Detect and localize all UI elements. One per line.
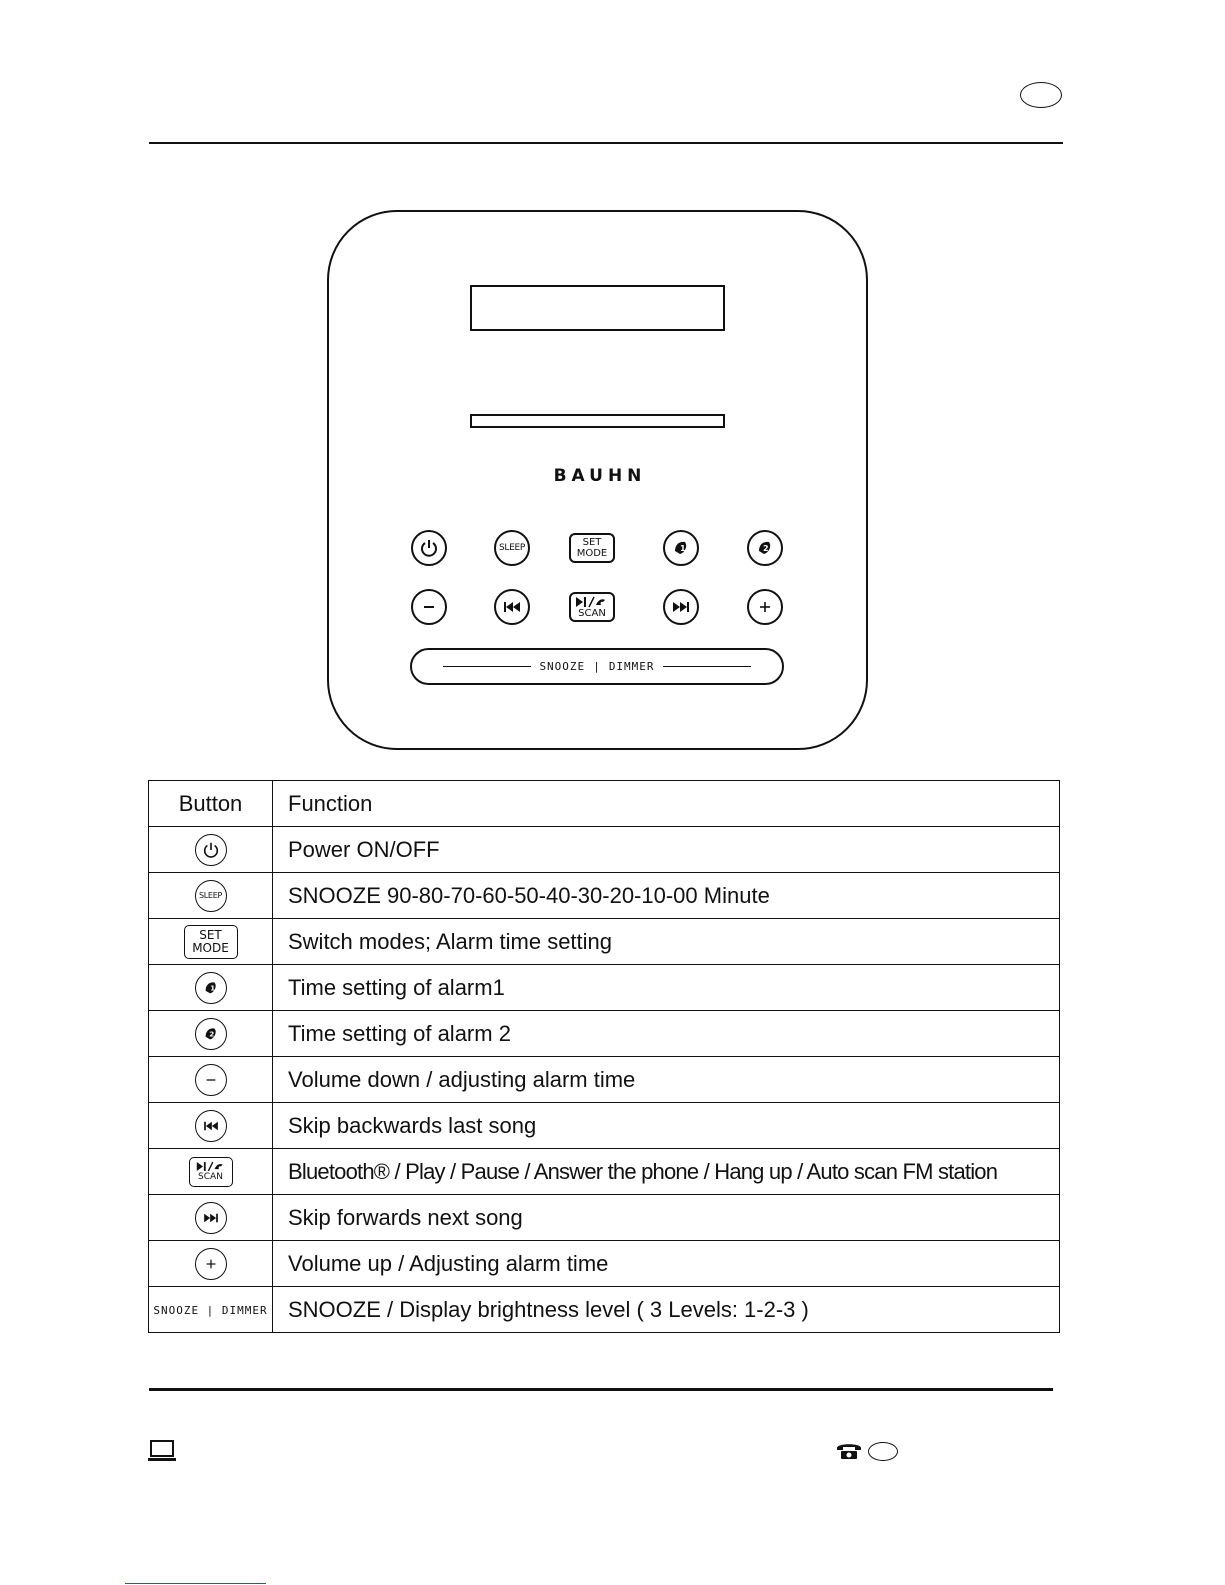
device-skip-back-button [494, 589, 530, 625]
laptop-icon [147, 1439, 177, 1470]
header-button: Button [149, 781, 273, 827]
table-row [149, 965, 1060, 1011]
alarm1-icon [671, 538, 691, 558]
function-text: Bluetooth® / Play / Pause / Answer the phone / Hang up / Auto scan FM station [273, 1149, 1060, 1195]
top-divider [149, 142, 1063, 144]
table-row [149, 1195, 1060, 1241]
svg-text:1: 1 [209, 983, 215, 993]
alarm2-button-icon [195, 1018, 227, 1050]
table-row [149, 1241, 1060, 1287]
header-function: Function [273, 781, 1060, 827]
pill-separator: | [593, 660, 601, 673]
svg-text:2: 2 [763, 544, 769, 553]
device-light-bar [470, 414, 725, 428]
pill-line-left [443, 666, 531, 667]
device-set-mode-button [569, 533, 615, 563]
function-text: SNOOZE 90-80-70-60-50-40-30-20-10-00 Minute [273, 873, 1060, 919]
table-row [149, 1149, 1060, 1195]
button-function-table [148, 780, 1060, 1333]
set-label: SET [582, 537, 602, 548]
skip-back-button-icon [195, 1110, 227, 1142]
table-row [149, 1103, 1060, 1149]
device-sleep-button [494, 530, 530, 566]
function-text: Volume up / Adjusting alarm time [273, 1241, 1060, 1287]
device-play-scan-button [569, 592, 615, 622]
function-text: Volume down / adjusting alarm time [273, 1057, 1060, 1103]
language-badge [1020, 82, 1062, 108]
table-row [149, 873, 1060, 919]
plus-button-icon [195, 1248, 227, 1280]
table-row [149, 827, 1060, 873]
country-badge [868, 1442, 898, 1461]
scan-label: SCAN [578, 607, 606, 619]
pill-line-right [663, 666, 751, 667]
alarm1-icon [202, 979, 220, 997]
minus-button-icon [195, 1064, 227, 1096]
svg-text:1: 1 [680, 544, 686, 553]
snooze-label: SNOOZE [539, 660, 586, 673]
brand-logo: BAUHN [553, 466, 647, 486]
alarm1-button-icon [195, 972, 227, 1004]
function-text: Power ON/OFF [273, 827, 1060, 873]
device-plus-button [747, 589, 783, 625]
sleep-label: SLEEP [199, 891, 222, 900]
function-text: Switch modes; Alarm time setting [273, 919, 1060, 965]
skip-back-icon [503, 600, 521, 614]
skip-back-icon [203, 1120, 219, 1132]
dimmer-label: DIMMER [608, 660, 655, 673]
svg-text:2: 2 [208, 1029, 214, 1039]
device-snooze-dimmer-bar [410, 648, 784, 685]
table-row [149, 1057, 1060, 1103]
function-text: SNOOZE / Display brightness level ( 3 Levels: 1-2-3 ) [273, 1287, 1060, 1333]
scan-label: SCAN [198, 1172, 223, 1182]
phone-icon [836, 1442, 862, 1465]
device-display [470, 285, 725, 331]
sleep-button-icon [195, 880, 227, 912]
device-skip-forward-button [663, 589, 699, 625]
device-alarm2-button [747, 530, 783, 566]
sleep-label: SLEEP [498, 543, 526, 553]
hyperlink-underline [125, 1583, 266, 1584]
device-alarm1-button [663, 530, 699, 566]
play-pause-phone-icon [195, 1161, 227, 1172]
power-icon [202, 841, 220, 859]
function-text: Skip backwards last song [273, 1103, 1060, 1149]
power-icon [419, 538, 439, 558]
function-text: Time setting of alarm1 [273, 965, 1060, 1011]
function-text: Skip forwards next song [273, 1195, 1060, 1241]
mode-label: MODE [576, 548, 608, 559]
plus-icon [204, 1257, 218, 1271]
skip-forward-icon [203, 1212, 219, 1224]
table-row [149, 1287, 1060, 1333]
play-scan-button-icon [189, 1157, 233, 1187]
skip-forward-icon [672, 600, 690, 614]
table-header-row [149, 781, 1060, 827]
device-minus-button [411, 589, 447, 625]
alarm2-icon [755, 538, 775, 558]
function-text: Time setting of alarm 2 [273, 1011, 1060, 1057]
play-pause-phone-icon [574, 596, 610, 608]
minus-icon [204, 1073, 218, 1087]
minus-icon [421, 599, 437, 615]
set-label: SET [199, 927, 222, 942]
power-button-icon [195, 834, 227, 866]
table-row [149, 919, 1060, 965]
plus-icon [757, 599, 773, 615]
set-mode-button-icon [184, 925, 238, 959]
skip-forward-button-icon [195, 1202, 227, 1234]
alarm2-icon [202, 1025, 220, 1043]
device-power-button [411, 530, 447, 566]
bottom-divider [149, 1388, 1053, 1391]
table-row [149, 1011, 1060, 1057]
mode-label: MODE [192, 940, 229, 955]
snooze-dimmer-label: SNOOZE | DIMMER [153, 1303, 268, 1317]
